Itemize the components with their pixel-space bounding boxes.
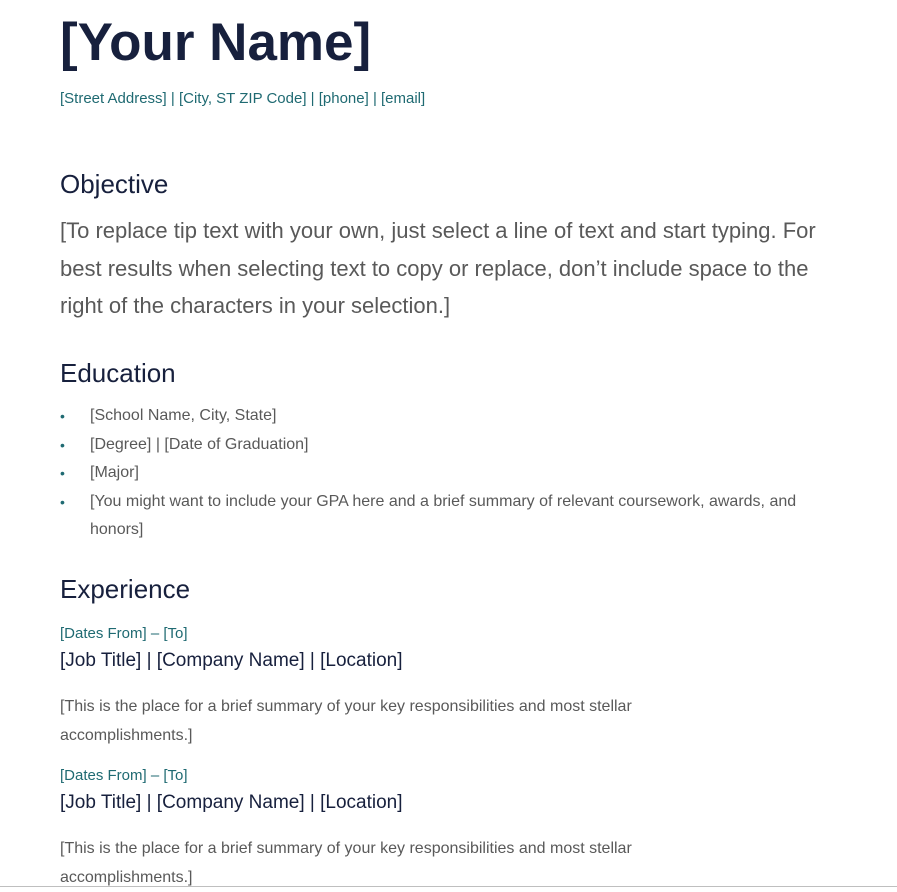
- bullet-icon: •: [60, 436, 65, 453]
- education-item-text: [Degree] | [Date of Graduation]: [90, 435, 309, 453]
- bullet-icon: •: [60, 493, 65, 510]
- education-item-text: [School Name, City, State]: [90, 407, 277, 424]
- education-item-text: [Major]: [90, 464, 139, 481]
- page-bottom-divider: [0, 886, 897, 887]
- job-title: [Job Title] | [Company Name] | [Location]: [60, 792, 403, 813]
- education-item-major: [60, 459, 850, 488]
- education-list: [60, 402, 850, 545]
- education-item-degree: [60, 431, 850, 460]
- objective-heading: Objective: [60, 169, 169, 199]
- education-item-text: [You might want to include your GPA here and a brief summary of relevant coursework, awards, and honors]: [90, 492, 797, 538]
- contact-info: [Street Address] | [City, ST ZIP Code] | [phone] | [email]: [60, 90, 426, 107]
- job-summary: [This is the place for a brief summary of your key responsibilities and most stellar accomplishments.]: [60, 698, 632, 744]
- experience-dates: [Dates From] – [To]: [60, 625, 188, 642]
- resume-name: [Your Name]: [60, 13, 372, 72]
- bullet-icon: •: [60, 465, 65, 481]
- education-heading: Education: [60, 358, 176, 388]
- job-summary: [This is the place for a brief summary of your key responsibilities and most stellar accomplishments.]: [60, 840, 632, 886]
- objective-text: [To replace tip text with your own, just select a line of text and start typing. For best results when selecting text to copy or replace, don’t include space to the right of the characters in your selection.]: [60, 218, 816, 318]
- experience-dates: [Dates From] – [To]: [60, 767, 188, 784]
- job-title: [Job Title] | [Company Name] | [Location]: [60, 650, 403, 671]
- education-item-school: [60, 402, 850, 431]
- experience-heading: Experience: [60, 574, 191, 604]
- bullet-icon: •: [60, 408, 65, 424]
- education-item-gpa: [60, 488, 850, 545]
